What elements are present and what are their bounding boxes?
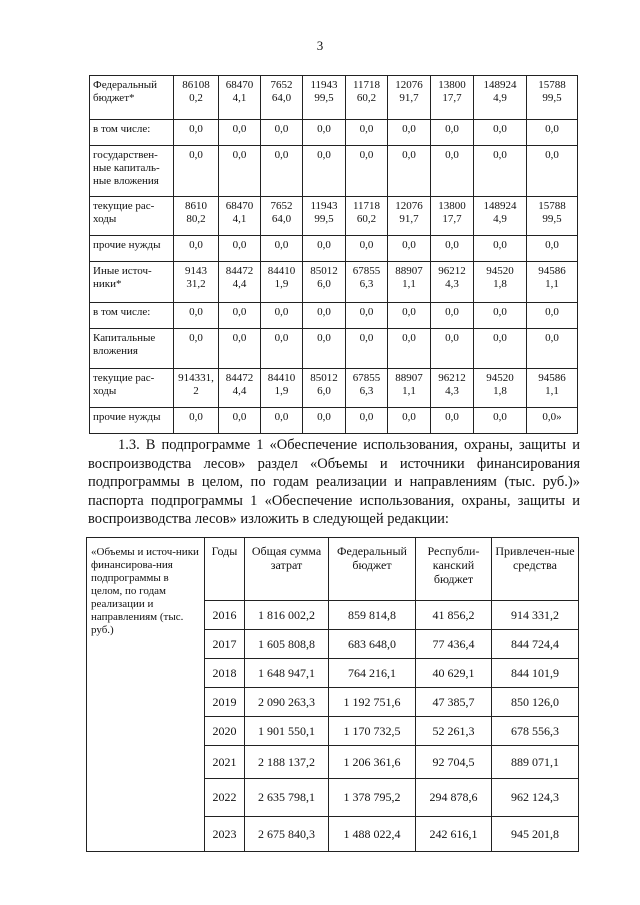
table-cell: 0,0 — [527, 120, 578, 146]
table-cell: 0,0 — [303, 236, 346, 262]
table-cell: 15788 99,5 — [527, 76, 578, 120]
table-cell: 12076 91,7 — [388, 76, 431, 120]
amount-cell: 92 704,5 — [416, 746, 492, 779]
amount-cell: 47 385,7 — [416, 688, 492, 717]
header-attracted: Привлечен-ные средства — [492, 538, 579, 601]
amount-cell: 1 901 550,1 — [245, 717, 329, 746]
year-cell: 2019 — [205, 688, 245, 717]
amount-cell: 41 856,2 — [416, 601, 492, 630]
table-cell: 84410 1,9 — [261, 369, 303, 408]
table-cell: 85012 6,0 — [303, 262, 346, 303]
row-label: Капитальные вложения — [90, 329, 174, 369]
funding-table-continued — [89, 75, 578, 434]
table-cell: 94586 1,1 — [527, 262, 578, 303]
table-cell: 67855 6,3 — [346, 369, 388, 408]
table-cell: 0,0 — [346, 146, 388, 197]
table-cell: 86108 0,2 — [174, 76, 219, 120]
table-cell: 11943 99,5 — [303, 76, 346, 120]
table-cell: 0,0 — [219, 120, 261, 146]
amendment-paragraph — [88, 436, 580, 529]
table-row — [90, 76, 578, 120]
row-label: текущие рас-ходы — [90, 369, 174, 408]
table-cell: 0,0 — [474, 408, 527, 434]
page-number: 3 — [316, 38, 324, 53]
passport-section-label: «Объемы и источ-ники финансирова-ния подпрограммы в целом, по годам реализации и направлениям (тыс. руб.) — [87, 538, 205, 852]
table-cell: 0,0 — [346, 303, 388, 329]
table-cell: 0,0 — [346, 408, 388, 434]
table-cell: 0,0 — [303, 146, 346, 197]
table-cell: 0,0 — [261, 303, 303, 329]
table-cell: 94586 1,1 — [527, 369, 578, 408]
table-row — [90, 236, 578, 262]
table-cell: 68470 4,1 — [219, 197, 261, 236]
table-cell: 148924 4,9 — [474, 197, 527, 236]
amount-cell: 850 126,0 — [492, 688, 579, 717]
table-row — [90, 120, 578, 146]
table-cell: 68470 4,1 — [219, 76, 261, 120]
table-cell: 0,0 — [527, 236, 578, 262]
amount-cell: 1 170 732,5 — [329, 717, 416, 746]
table-cell: 0,0 — [303, 303, 346, 329]
amount-cell: 2 675 840,3 — [245, 817, 329, 852]
table-cell: 0,0 — [303, 120, 346, 146]
year-cell: 2021 — [205, 746, 245, 779]
table-cell: 0,0 — [261, 329, 303, 369]
table-cell: 0,0 — [431, 236, 474, 262]
year-cell: 2017 — [205, 630, 245, 659]
table-cell: 0,0 — [303, 408, 346, 434]
amendment-text: 1.3. В подпрограмме 1 «Обеспечение использования, охраны, защиты и воспроизводства лесов» раздел «Объемы и источники финансирования подпрограммы в целом, по годам реализации и направлениям (тыс. руб.)» паспорта подпрограммы 1 «Обеспечение использования, охраны, защиты и воспроизводства лесов» изложить в следующей редакции: — [88, 437, 580, 527]
table-cell: 0,0 — [261, 408, 303, 434]
table-cell: 0,0 — [388, 408, 431, 434]
table-cell: 0,0 — [346, 329, 388, 369]
table-cell: 96212 4,3 — [431, 369, 474, 408]
table-cell: 0,0 — [174, 303, 219, 329]
table-row — [90, 197, 578, 236]
table-cell: 13800 17,7 — [431, 197, 474, 236]
table-header-row — [87, 538, 579, 601]
table-cell: 0,0 — [431, 146, 474, 197]
table-cell: 11718 60,2 — [346, 197, 388, 236]
table-cell: 0,0 — [174, 120, 219, 146]
table-cell: 84472 4,4 — [219, 262, 261, 303]
table-cell: 0,0 — [431, 329, 474, 369]
table-cell: 7652 64,0 — [261, 76, 303, 120]
table-cell: 85012 6,0 — [303, 369, 346, 408]
table-cell: 96212 4,3 — [431, 262, 474, 303]
row-label: Иные источ-ники* — [90, 262, 174, 303]
table-cell: 914331, 2 — [174, 369, 219, 408]
table-cell: 0,0 — [388, 303, 431, 329]
row-label: в том числе: — [90, 303, 174, 329]
table-row — [90, 369, 578, 408]
table-cell: 8610 80,2 — [174, 197, 219, 236]
table-cell: 15788 99,5 — [527, 197, 578, 236]
amount-cell: 1 488 022,4 — [329, 817, 416, 852]
table-row — [90, 146, 578, 197]
amount-cell: 962 124,3 — [492, 779, 579, 817]
table-cell: 0,0 — [219, 236, 261, 262]
table-cell: 0,0 — [474, 303, 527, 329]
amount-cell: 945 201,8 — [492, 817, 579, 852]
amount-cell: 844 101,9 — [492, 659, 579, 688]
table-cell: 12076 91,7 — [388, 197, 431, 236]
table-cell: 0,0 — [388, 329, 431, 369]
row-label: в том числе: — [90, 120, 174, 146]
table-cell: 0,0 — [174, 236, 219, 262]
table-cell: 0,0 — [261, 120, 303, 146]
table-cell: 11943 99,5 — [303, 197, 346, 236]
table-cell: 0,0 — [474, 146, 527, 197]
table-cell: 0,0 — [431, 303, 474, 329]
table-row — [90, 329, 578, 369]
row-label: прочие нужды — [90, 236, 174, 262]
year-cell: 2022 — [205, 779, 245, 817]
row-label: государствен-ные капиталь-ные вложения — [90, 146, 174, 197]
table-cell: 67855 6,3 — [346, 262, 388, 303]
table-cell: 0,0 — [388, 146, 431, 197]
amount-cell: 40 629,1 — [416, 659, 492, 688]
table-cell: 88907 1,1 — [388, 369, 431, 408]
year-cell: 2020 — [205, 717, 245, 746]
row-label: текущие рас-ходы — [90, 197, 174, 236]
table-cell: 0,0 — [474, 236, 527, 262]
table-cell: 94520 1,8 — [474, 369, 527, 408]
year-cell: 2023 — [205, 817, 245, 852]
amount-cell: 914 331,2 — [492, 601, 579, 630]
year-cell: 2016 — [205, 601, 245, 630]
amount-cell: 242 616,1 — [416, 817, 492, 852]
table-cell: 11718 60,2 — [346, 76, 388, 120]
amount-cell: 889 071,1 — [492, 746, 579, 779]
row-label: прочие нужды — [90, 408, 174, 434]
amount-cell: 1 816 002,2 — [245, 601, 329, 630]
table-cell: 7652 64,0 — [261, 197, 303, 236]
table-cell: 9143 31,2 — [174, 262, 219, 303]
table-cell: 0,0 — [219, 408, 261, 434]
table-cell: 0,0 — [431, 408, 474, 434]
amount-cell: 1 378 795,2 — [329, 779, 416, 817]
amount-cell: 1 192 751,6 — [329, 688, 416, 717]
table-cell: 0,0 — [346, 120, 388, 146]
table-cell: 13800 17,7 — [431, 76, 474, 120]
table-cell: 0,0 — [474, 329, 527, 369]
row-label: Федеральный бюджет* — [90, 76, 174, 120]
table-cell: 0,0» — [527, 408, 578, 434]
table-cell: 0,0 — [261, 236, 303, 262]
table-cell: 0,0 — [219, 146, 261, 197]
table-row — [90, 408, 578, 434]
table-cell: 0,0 — [174, 329, 219, 369]
subprogram-funding-table — [86, 537, 579, 852]
table-cell: 0,0 — [261, 146, 303, 197]
table-cell: 0,0 — [219, 329, 261, 369]
table-cell: 0,0 — [346, 236, 388, 262]
amount-cell: 683 648,0 — [329, 630, 416, 659]
amount-cell: 1 605 808,8 — [245, 630, 329, 659]
table-cell: 0,0 — [303, 329, 346, 369]
amount-cell: 2 090 263,3 — [245, 688, 329, 717]
table-cell: 84410 1,9 — [261, 262, 303, 303]
table-cell: 94520 1,8 — [474, 262, 527, 303]
amount-cell: 1 648 947,1 — [245, 659, 329, 688]
table-cell: 0,0 — [527, 303, 578, 329]
amount-cell: 859 814,8 — [329, 601, 416, 630]
table-cell: 0,0 — [219, 303, 261, 329]
header-federal: Федеральный бюджет — [329, 538, 416, 601]
amount-cell: 1 206 361,6 — [329, 746, 416, 779]
table-cell: 0,0 — [388, 120, 431, 146]
table-row — [90, 303, 578, 329]
amount-cell: 77 436,4 — [416, 630, 492, 659]
table-cell: 88907 1,1 — [388, 262, 431, 303]
amount-cell: 678 556,3 — [492, 717, 579, 746]
table-cell: 0,0 — [527, 329, 578, 369]
table-cell: 0,0 — [527, 146, 578, 197]
header-years: Годы — [205, 538, 245, 601]
amount-cell: 52 261,3 — [416, 717, 492, 746]
amount-cell: 2 635 798,1 — [245, 779, 329, 817]
header-total: Общая сумма затрат — [245, 538, 329, 601]
year-cell: 2018 — [205, 659, 245, 688]
amount-cell: 294 878,6 — [416, 779, 492, 817]
amount-cell: 764 216,1 — [329, 659, 416, 688]
table-cell: 148924 4,9 — [474, 76, 527, 120]
table-cell: 0,0 — [474, 120, 527, 146]
header-republic: Республи-канский бюджет — [416, 538, 492, 601]
amount-cell: 844 724,4 — [492, 630, 579, 659]
table-row — [90, 262, 578, 303]
amount-cell: 2 188 137,2 — [245, 746, 329, 779]
table-cell: 0,0 — [174, 146, 219, 197]
table-cell: 84472 4,4 — [219, 369, 261, 408]
table-cell: 0,0 — [431, 120, 474, 146]
table-cell: 0,0 — [174, 408, 219, 434]
table-cell: 0,0 — [388, 236, 431, 262]
